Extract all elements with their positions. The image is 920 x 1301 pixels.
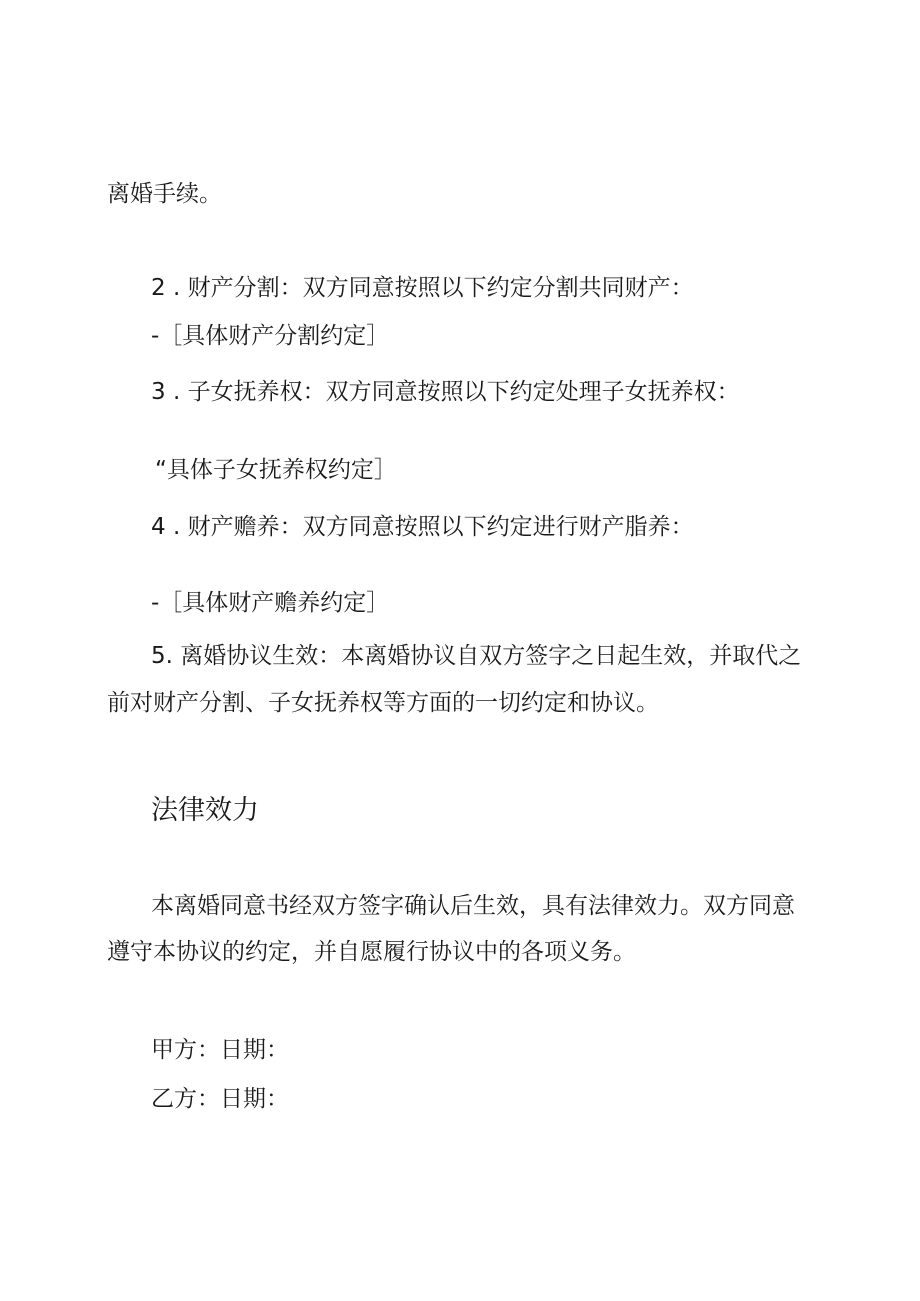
clause-custody: 3 . 子女抚养权：双方同意按照以下约定处理子女抚养权：: [151, 379, 740, 405]
clause-property-division: 2 . 财产分割：双方同意按照以下约定分割共同财产：: [151, 275, 694, 301]
clause-custody-detail: “具体子女抚养权约定］: [155, 457, 397, 483]
clause-maintenance: 4 . 财产赡养：双方同意按照以下约定进行财产脂养：: [151, 514, 694, 540]
clause-effectiveness-line1: 5. 离婚协议生效：本离婚协议自双方签字之日起生效，并取代之: [151, 643, 802, 669]
signature-party-a: 甲方：日期：: [151, 1037, 289, 1063]
continuation-text: 离婚手续。: [107, 181, 222, 207]
clause-maintenance-detail: -［具体财产赡养约定］: [151, 590, 390, 616]
section-heading-legal-effect: 法律效力: [151, 795, 259, 826]
legal-effect-line1: 本离婚同意书经双方签字确认后生效，具有法律效力。双方同意: [151, 893, 795, 919]
clause-property-division-detail: -［具体财产分割约定］: [151, 323, 390, 349]
clause-effectiveness-line2: 前对财产分割、子女抚养权等方面的一切约定和协议。: [107, 690, 659, 716]
legal-effect-line2: 遵守本协议的约定，并自愿履行协议中的各项义务。: [107, 939, 636, 965]
signature-party-b: 乙方：日期：: [151, 1086, 289, 1112]
